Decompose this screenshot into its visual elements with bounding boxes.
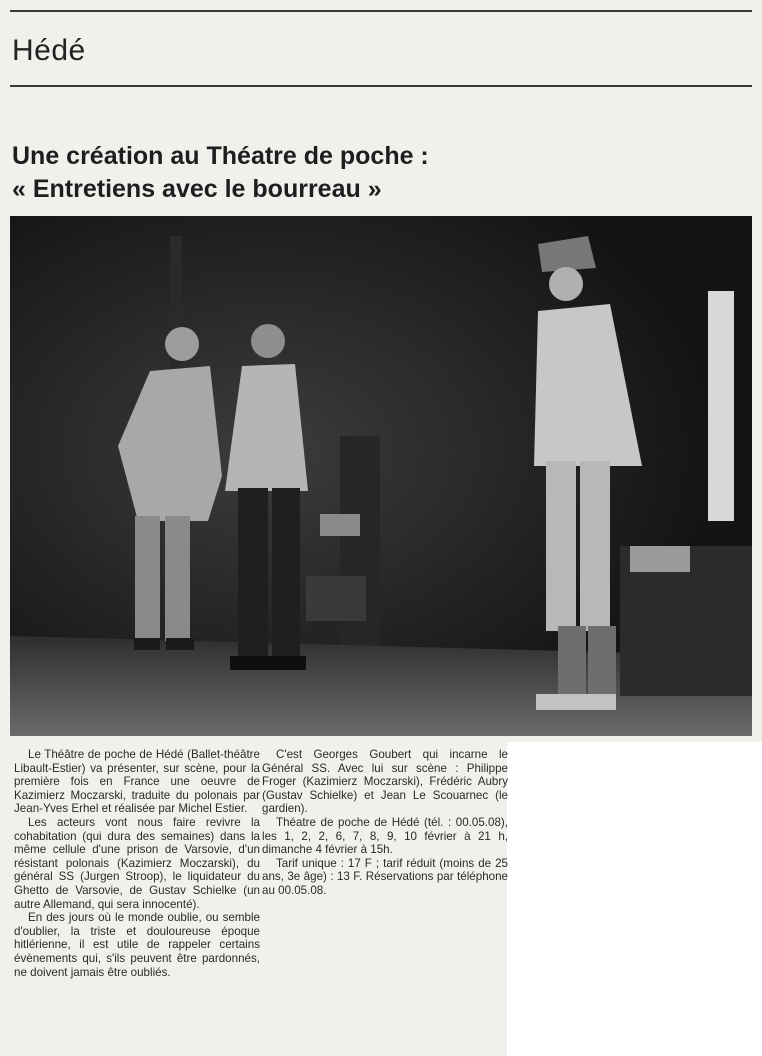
article-headline <box>12 140 752 206</box>
article-paragraph: Le Théâtre de poche de Hédé (Ballet-théâtre Libault-Estier) va présenter, sur scène, pour la première fois en France une oeuvre de Kazimierz Moczarski, traduite du polonais par Jean-Yves Erhel et réalisée par Michel Estier. <box>14 748 260 816</box>
top-rule <box>10 10 752 12</box>
article-paragraph: C'est Georges Goubert qui incarne le Général SS. Avec lui sur scène : Philippe Froger (Kazimierz Moczarski), Frédéric Aubry (Gustav Schielke) et Jean Le Scouarnec (le gardien). <box>262 748 508 816</box>
article-paragraph: Théatre de poche de Hédé (tél. : 00.05.08), les 1, 2, 2, 6, 7, 8, 9, 10 février à 21 h, dimanche 4 février à 15h. <box>262 815 508 857</box>
section-title: Hédé <box>12 34 86 67</box>
headline-line-2: « Entretiens avec le bourreau » <box>12 175 382 203</box>
article-column-1 <box>14 748 260 979</box>
stage-photo <box>10 216 752 736</box>
article-paragraph: En des jours où le monde oublie, ou semble d'oublier, la triste et douloureuse époque hitlérienne, il est utile de rappeler certains évènements qui, s'ils peuvent être pardonnés, ne doivent jamais être oubliés. <box>14 911 260 979</box>
article-paragraph: Tarif unique : 17 F ; tarif réduit (moins de 25 ans, 3e âge) : 13 F. Réservations par téléphone au 00.05.08. <box>262 856 508 897</box>
paper-margin <box>507 742 762 1056</box>
article-paragraph: Les acteurs vont nous faire revivre la cohabitation (qui dura des semaines) dans la même cellule d'une prison de Varsovie, d'un résistant polonais (Kazimierz Moczarski), du général SS (Jurgen Stroop), le liquidateur du Ghetto de Varsovie, de Gustav Schielke (un autre Allemand, qui sera innocenté). <box>14 815 260 911</box>
headline-line-1: Une création au Théatre de poche : <box>12 142 429 170</box>
article-column-2 <box>262 748 508 898</box>
section-rule <box>10 85 752 87</box>
stage-photo-drawing <box>10 216 752 736</box>
